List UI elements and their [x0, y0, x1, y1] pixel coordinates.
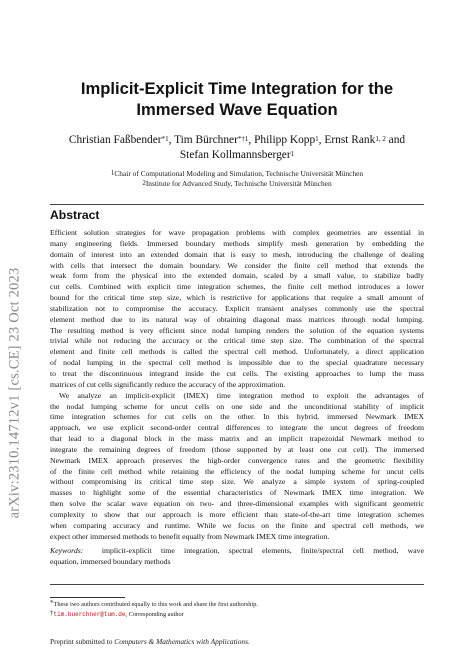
abstract-line: trivial while not reducing the accuracy or the critical time step size. The combination of the spectral	[50, 336, 424, 346]
keywords-line	[50, 546, 424, 557]
abstract-line: expect other immersed methods to benefit equally from Newmark IMEX time integration.	[50, 531, 330, 541]
keywords-line: equation, immersed boundary methods	[50, 557, 171, 567]
footnotes	[50, 600, 258, 619]
abstract-paragraph-1	[50, 228, 424, 391]
abstract-top-rule	[50, 204, 424, 205]
abstract-line: domain of interest into an extended domain that is easy to mesh, introducing the challenge of dealing	[50, 249, 424, 259]
affiliation	[0, 179, 474, 189]
author-line: Christian Faßbender$^{*1}$, Tim Bürchner$^{*\dagger 1}$, Philipp Kopp$^1$, Ernst Rank$^{1, 2}$ and	[68, 134, 406, 146]
author-affiliation-mark: 1, 2	[375, 135, 386, 143]
preprint-notice	[50, 637, 250, 646]
affiliation-text: Institute for Advanced Study, Technische Universität München	[145, 179, 332, 188]
keywords-text: implicit-explicit time integration, spectral elements, finite/spectral cell method, wave	[101, 546, 424, 556]
author-name: Philipp Kopp	[254, 134, 316, 146]
footnote-mark: †	[50, 608, 54, 617]
title-line: Immersed Wave Equation	[136, 100, 338, 119]
journal-name: Computers & Mathematics with Applications	[114, 637, 248, 646]
abstract-heading: Abstract	[50, 208, 100, 222]
abstract-line: Newmark IMEX approach preserves the high-order convergence rates and the geometric flexibility	[50, 455, 424, 465]
keywords-label: Keywords:	[50, 546, 84, 556]
author-affiliation-mark: 1	[315, 135, 319, 143]
abstract-line: cut cells. Combined with explicit time integration schemes, the finite cell method introduces a lower	[50, 282, 424, 292]
footnote	[50, 600, 258, 610]
abstract-line: stabilization not to compromise the accuracy. Explicit transient analyses commonly use the spectral	[50, 303, 424, 313]
abstract-line: to treat the discontinuous integrand inside the cut cells. The existing approaches to lump the mass	[50, 368, 424, 378]
footnote-rule	[50, 597, 125, 598]
footnote-mark: *	[50, 599, 54, 607]
author-name: Christian Faßbender	[68, 134, 162, 146]
abstract-line: element method due to its natural way of obtaining diagonal mass matrices through nodal lumping.	[50, 314, 424, 324]
abstract-line: without compromising its critical time step size. We analyze a simple system of spring-coupled	[50, 477, 424, 487]
abstract-line: The resulting method is very efficient since nodal lumping renders the solution of the equation systems	[50, 325, 424, 335]
abstract-line: many engineering fields. Immersed boundary methods simplify mesh generation by embedding the	[50, 238, 424, 248]
affiliation-text: Chair of Computational Modeling and Simulation, Technische Universität München	[114, 169, 364, 178]
arxiv-identifier-text: arXiv:2310.14712v1 [cs.CE] 23 Oct 2023	[6, 267, 23, 518]
abstract-line: complexity to show that our approach is more efficient than state-of-the-art time integration schemes	[50, 509, 424, 519]
abstract-line: the nodal lumping scheme for uncut cells on one side and the unconditional stability of implicit	[50, 401, 424, 411]
footnote-text: These two authors contributed equally to this work and share the first authorship.	[53, 601, 258, 608]
abstract-line: weak form from the physical into the extended domain, scaled by a small value, to stabilize badly	[50, 271, 424, 281]
email-link[interactable]: tim.buerchner@tum.de	[53, 610, 126, 618]
affiliation	[0, 169, 474, 179]
abstract-line: approach, we use explicit second-order central differences to integrate the uncut degrees of freedom	[50, 423, 424, 433]
abstract-line: then solve the scalar wave equation on two- and three-dimensional examples with significant geometric	[50, 499, 424, 509]
abstract-line: time integration schemes for cut cells on the other. In this hybrid, immersed Newmark IMEX	[50, 412, 424, 422]
preprint-prefix: Preprint submitted to	[50, 637, 115, 646]
author-list	[0, 133, 474, 163]
author-affiliation-mark: 1	[290, 150, 295, 158]
abstract-line: with cells that intersect the domain boundary. We consider the finite cell method that extends the	[50, 260, 424, 270]
abstract-line: bound for the critical time step size, which is restrictive for applications that require a small amount of	[50, 293, 424, 303]
affiliation-mark: 1	[110, 169, 115, 177]
abstract-bottom-rule	[50, 584, 424, 585]
author-name: Tim Bürchner	[174, 134, 238, 146]
abstract-body	[50, 228, 424, 568]
author-affiliation-mark: *1	[161, 135, 169, 143]
footnote	[50, 610, 258, 620]
abstract-line: Efficient solution strategies for wave propagation problems with complex geometries are essential in	[50, 228, 424, 237]
abstract-line: masses to highlight some of the essential characteristics of Newmark IMEX time integration. We	[50, 488, 424, 498]
abstract-line: We analyze an implicit-explicit (IMEX) time integration method to exploit the advantages of	[59, 390, 424, 400]
paper-title	[0, 78, 474, 120]
affiliation-mark: 2	[142, 179, 146, 187]
author-affiliation-mark: *†1	[237, 135, 249, 143]
abstract-line: when comparing accuracy and runtime. While we focus on the finite and spectral cell methods, we	[50, 520, 424, 530]
abstract-line: that lead to a diagonal block in the mass matrix and an implicit trapezoidal Newmark method to	[50, 434, 424, 444]
abstract-line: of the finite cell method while retaining the efficiency of the nodal lumping scheme for uncut cells	[50, 466, 424, 476]
abstract-line: of nodal lumping in the spectral cell method is impossible due to the special quadrature necessary	[50, 358, 424, 368]
footnote-text: , Corresponding author	[125, 610, 184, 618]
abstract-line: element and finite cell methods is called the spectral cell method. Unfortunately, a direct application	[50, 347, 424, 357]
title-line: Implicit-Explicit Time Integration for the	[80, 79, 394, 98]
author-line	[0, 148, 474, 163]
author-name: Ernst Rank	[324, 134, 376, 146]
affiliations	[0, 169, 474, 189]
preprint-suffix: .	[247, 637, 250, 646]
abstract-line: matrices of cut cells significantly reduce the accuracy of the approximation.	[50, 379, 286, 389]
abstract-line: integrate the remaining degrees of freedom (those supported by at least one cut cell). The immersed	[50, 444, 424, 454]
abstract-paragraph-2	[50, 391, 424, 543]
author-name: Stefan Kollmannsberger	[179, 149, 291, 161]
arxiv-identifier-stamp	[2, 200, 28, 585]
author-conjunction: and	[388, 134, 406, 146]
